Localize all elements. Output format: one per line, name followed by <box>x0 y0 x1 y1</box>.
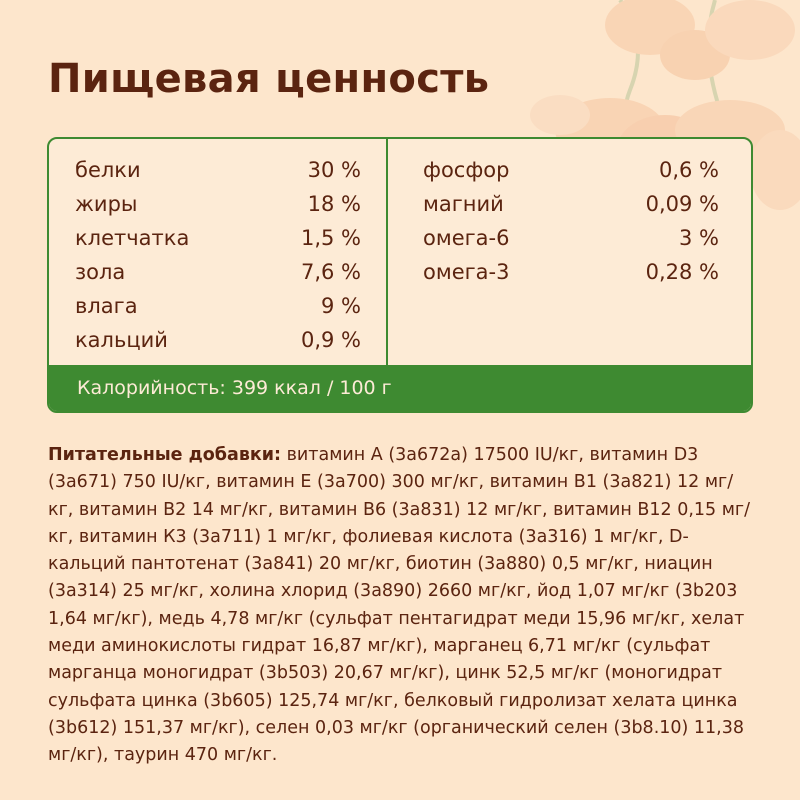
nutrient-column-left <box>75 153 361 357</box>
calories-bar: Калорийность: 399 ккал / 100 г <box>49 365 751 411</box>
nutrient-row <box>75 153 361 187</box>
nutrition-table <box>47 137 753 413</box>
nutrient-row <box>75 289 361 323</box>
nutrient-row <box>75 187 361 221</box>
nutrient-value: 18 % <box>307 192 361 216</box>
nutrient-value: 0,28 % <box>645 260 719 284</box>
nutrient-row <box>75 255 361 289</box>
nutrient-value: 1,5 % <box>300 226 361 250</box>
additives-label: Питательные добавки: <box>48 445 282 465</box>
nutrient-column-right <box>423 153 719 289</box>
nutrient-value: 0,9 % <box>300 328 361 352</box>
nutrient-value: 0,6 % <box>658 158 719 182</box>
nutrient-name: влага <box>75 294 138 318</box>
page-title: Пищевая ценность <box>48 56 490 102</box>
nutrient-value: 7,6 % <box>300 260 361 284</box>
nutrient-row <box>75 323 361 357</box>
nutrient-name: клетчатка <box>75 226 190 250</box>
nutrient-name: кальций <box>75 328 168 352</box>
nutrient-value: 9 % <box>321 294 361 318</box>
additives-text: витамин А (3a672a) 17500 IU/кг, витамин D3 (3a671) 750 IU/кг, витамин Е (3a700) 300 мг/кг, витамин В1 (3a821) 12 мг/кг, витамин В2 14 мг/кг, витамин В6 (3a831) 12 мг/кг, витамин В12 0,15 мг/кг, витамин К3 (3a711) 1 мг/кг, фолиевая кислота (3a316) 1 мг/кг, D-кальций пантотенат (3a841) 20 мг/кг, биотин (3a880) 0,5 мг/кг, ниацин (3a314) 25 мг/кг, холина хлорид (3a890) 2660 мг/кг, йод 1,07 мг/кг (3b203 1,64 мг/кг), медь 4,78 мг/кг (сульфат пентагидрат меди 15,96 мг/кг, хелат меди аминокислоты гидрат 16,87 мг/кг), марганец 6,71 мг/кг (сульфат марганца моногидрат (3b503) 20,67 мг/кг), цинк 52,5 мг/кг (моногидрат сульфата цинка (3b605) 125,74 мг/кг, белковый гидролизат хелата цинка (3b612) 151,37 мг/кг), селен 0,03 мг/кг (органический селен (3b8.10) 11,38 мг/кг), таурин 470 мг/кг. <box>48 445 751 766</box>
nutrient-row <box>423 153 719 187</box>
nutrient-row <box>423 255 719 289</box>
nutrient-value: 0,09 % <box>645 192 719 216</box>
nutrient-row <box>423 221 719 255</box>
nutrient-value: 3 % <box>679 226 719 250</box>
nutrient-name: зола <box>75 260 126 284</box>
nutrient-value: 30 % <box>307 158 361 182</box>
nutrient-name: магний <box>423 192 504 216</box>
additives-paragraph <box>48 442 758 770</box>
nutrient-name: фосфор <box>423 158 510 182</box>
nutrient-name: омега-3 <box>423 260 510 284</box>
nutrient-name: белки <box>75 158 141 182</box>
nutrient-row <box>75 221 361 255</box>
nutrient-row <box>423 187 719 221</box>
nutrient-name: омега-6 <box>423 226 510 250</box>
nutrient-name: жиры <box>75 192 138 216</box>
column-divider <box>386 139 388 367</box>
